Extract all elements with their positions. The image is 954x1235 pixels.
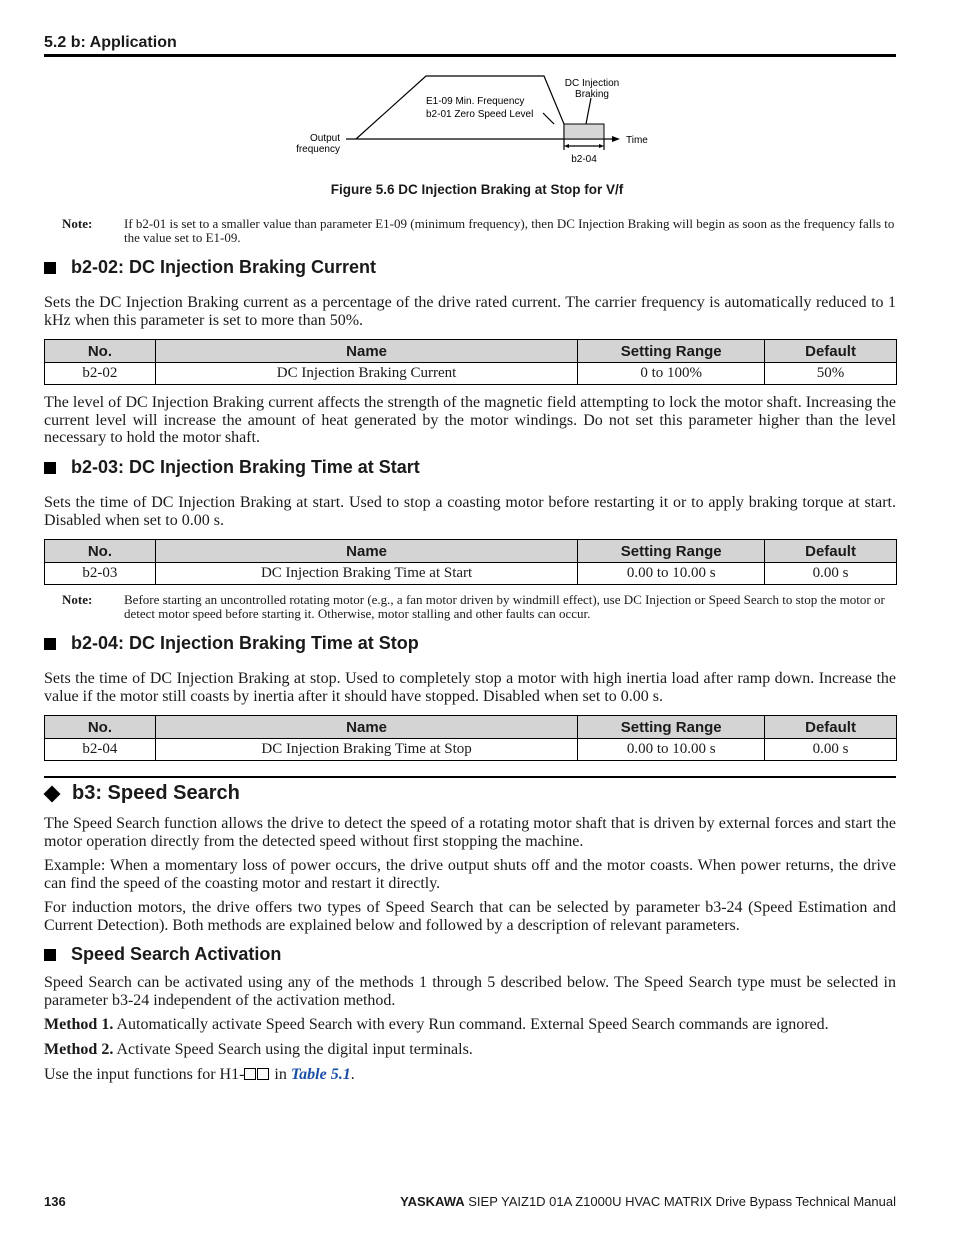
- cell-default: 50%: [765, 363, 897, 385]
- cell-default: 0.00 s: [765, 563, 897, 585]
- heading-text: b2-04: DC Injection Braking Time at Stop: [71, 633, 419, 653]
- col-range: Setting Range: [578, 716, 765, 739]
- input-functions-mid: in: [270, 1066, 291, 1083]
- col-default: Default: [765, 716, 897, 739]
- min-frequency-label-1: E1-09 Min. Frequency: [426, 96, 525, 107]
- activation-paragraph: Speed Search can be activated using any of the methods 1 through 5 described below. The Speed Search type must be selected in parameter b3-24 independent of the activation method.: [44, 974, 896, 1009]
- b2-03-intro: Sets the time of DC Injection Braking at start. Used to stop a coasting motor before restarting it or to apply braking torque at start. Disabled when set to 0.00 s.: [44, 494, 896, 529]
- cell-range: 0.00 to 10.00 s: [578, 563, 765, 585]
- placeholder-box-icon: [244, 1068, 256, 1080]
- output-frequency-label-2: frequency: [296, 144, 340, 155]
- col-range: Setting Range: [578, 340, 765, 363]
- heading-text: b2-03: DC Injection Braking Time at Start: [71, 457, 420, 477]
- square-bullet-icon: [44, 462, 56, 474]
- note-text: Before starting an uncontrolled rotating motor (e.g., a fan motor driven by windmill effect), use DC Injection or Speed Search to stop the motor or detect motor speed before starting it. Otherwise, motor stalling and other faults can occur.: [124, 592, 885, 621]
- note-label: Note:: [62, 216, 93, 231]
- output-frequency-line: [356, 76, 564, 139]
- col-no: No.: [45, 540, 156, 563]
- section-header: 5.2 b: Application: [44, 34, 177, 51]
- b2-03-table: [44, 539, 897, 585]
- b3-paragraph-3: For induction motors, the drive offers two types of Speed Search that can be selected by parameter b3-24 (Speed Estimation and Current Detection). Both methods are explained below and followed by a description of relevant parameters.: [44, 899, 896, 934]
- b2-02-table: [44, 339, 897, 385]
- heading-b2-02: [44, 257, 376, 278]
- input-functions-prefix: Use the input functions for H1-: [44, 1066, 245, 1083]
- b2-02-description: The level of DC Injection Braking current affects the strength of the magnetic field attempting to lock the motor shaft. Increasing the current level will increase the amount of heat generated by the motor windings. Do not set this parameter higher than the level necessary to hold the motor shaft.: [44, 394, 896, 446]
- table-row: [45, 563, 897, 585]
- footer-manual-title: SIEP YAIZ1D 01A Z1000U HVAC MATRIX Drive Bypass Technical Manual: [464, 1194, 896, 1209]
- col-no: No.: [45, 340, 156, 363]
- cell-default: 0.00 s: [765, 739, 897, 761]
- heading-speed-search-activation: [44, 944, 281, 965]
- input-functions-end: .: [350, 1066, 355, 1083]
- cell-no: b2-02: [45, 363, 156, 385]
- section-rule: [44, 776, 896, 778]
- input-functions-line: [44, 1066, 896, 1084]
- cell-no: b2-03: [45, 563, 156, 585]
- b2-02-intro: Sets the DC Injection Braking current as a percentage of the drive rated current. The carrier frequency is automatically reduced to 1 kHz when this parameter is set to more than 50%.: [44, 294, 896, 329]
- cell-range: 0 to 100%: [578, 363, 765, 385]
- min-frequency-label-2: b2-01 Zero Speed Level: [426, 109, 534, 120]
- col-no: No.: [45, 716, 156, 739]
- dc-braking-diagram: [286, 68, 666, 168]
- table-header-row: [45, 540, 897, 563]
- time-label: Time: [626, 135, 648, 146]
- b3-paragraph-2: Example: When a momentary loss of power occurs, the drive output shuts off and the motor coasts. When power returns, the drive can find the speed of the coasting motor and restart it directly.: [44, 857, 896, 892]
- col-name: Name: [155, 716, 577, 739]
- cell-name: DC Injection Braking Time at Start: [155, 563, 577, 585]
- heading-b2-04: [44, 633, 419, 654]
- heading-b3: [44, 782, 240, 805]
- col-name: Name: [155, 340, 577, 363]
- heading-text: b2-02: DC Injection Braking Current: [71, 257, 377, 277]
- note-text: If b2-01 is set to a smaller value than parameter E1-09 (minimum frequency), then DC Injection Braking will begin as soon as the frequency falls to the value set to E1-09.: [124, 216, 895, 245]
- b2-04-label: b2-04: [571, 154, 597, 165]
- col-default: Default: [765, 540, 897, 563]
- cell-no: b2-04: [45, 739, 156, 761]
- heading-text: b3: Speed Search: [72, 782, 240, 804]
- note-b2-01: [62, 217, 896, 245]
- cell-name: DC Injection Braking Time at Stop: [155, 739, 577, 761]
- table-header-row: [45, 340, 897, 363]
- time-arrow: [612, 136, 620, 142]
- diamond-bullet-icon: [44, 785, 61, 802]
- figure-caption: Figure 5.6 DC Injection Braking at Stop for V/f: [330, 182, 624, 197]
- col-default: Default: [765, 340, 897, 363]
- footer-brand: YASKAWA: [400, 1194, 465, 1209]
- note-label: Note:: [62, 592, 93, 607]
- col-range: Setting Range: [578, 540, 765, 563]
- cell-name: DC Injection Braking Current: [155, 363, 577, 385]
- output-frequency-label-1: Output: [309, 133, 340, 144]
- method-1: [44, 1016, 896, 1034]
- b2-04-intro: Sets the time of DC Injection Braking at stop. Used to completely stop a motor with high inertia load after ramp down. Increase the value if the motor still coasts by inertia after it should have stopped. Disabled when set to 0.00 s.: [44, 670, 896, 705]
- table-header-row: [45, 716, 897, 739]
- table-row: [45, 363, 897, 385]
- col-name: Name: [155, 540, 577, 563]
- table-row: [45, 739, 897, 761]
- placeholder-box-icon: [257, 1068, 269, 1080]
- heading-b2-03: [44, 457, 420, 478]
- footer-title: [400, 1194, 896, 1209]
- dc-braking-label-2: Braking: [575, 89, 609, 100]
- square-bullet-icon: [44, 949, 56, 961]
- square-bullet-icon: [44, 638, 56, 650]
- dc-braking-block: [564, 124, 604, 139]
- method-2-label: Method 2.: [44, 1041, 114, 1058]
- cell-range: 0.00 to 10.00 s: [578, 739, 765, 761]
- heading-text: Speed Search Activation: [71, 944, 282, 964]
- note-b2-03: [62, 593, 896, 621]
- table-5-1-link[interactable]: Table 5.1: [290, 1066, 351, 1083]
- method-2: [44, 1041, 896, 1059]
- page-number: 136: [44, 1194, 66, 1209]
- method-2-text: Activate Speed Search using the digital input terminals.: [113, 1041, 473, 1058]
- method-1-label: Method 1.: [44, 1016, 114, 1033]
- header-rule: [44, 54, 896, 57]
- b3-paragraph-1: The Speed Search function allows the drive to detect the speed of a rotating motor shaft that is driven by external forces and start the motor operation directly from the detected speed without first stopping the machine.: [44, 815, 896, 850]
- method-1-text: Automatically activate Speed Search with every Run command. External Speed Search commands are ignored.: [113, 1016, 829, 1033]
- b2-04-table: [44, 715, 897, 761]
- square-bullet-icon: [44, 262, 56, 274]
- dc-braking-label-1: DC Injection: [564, 78, 620, 89]
